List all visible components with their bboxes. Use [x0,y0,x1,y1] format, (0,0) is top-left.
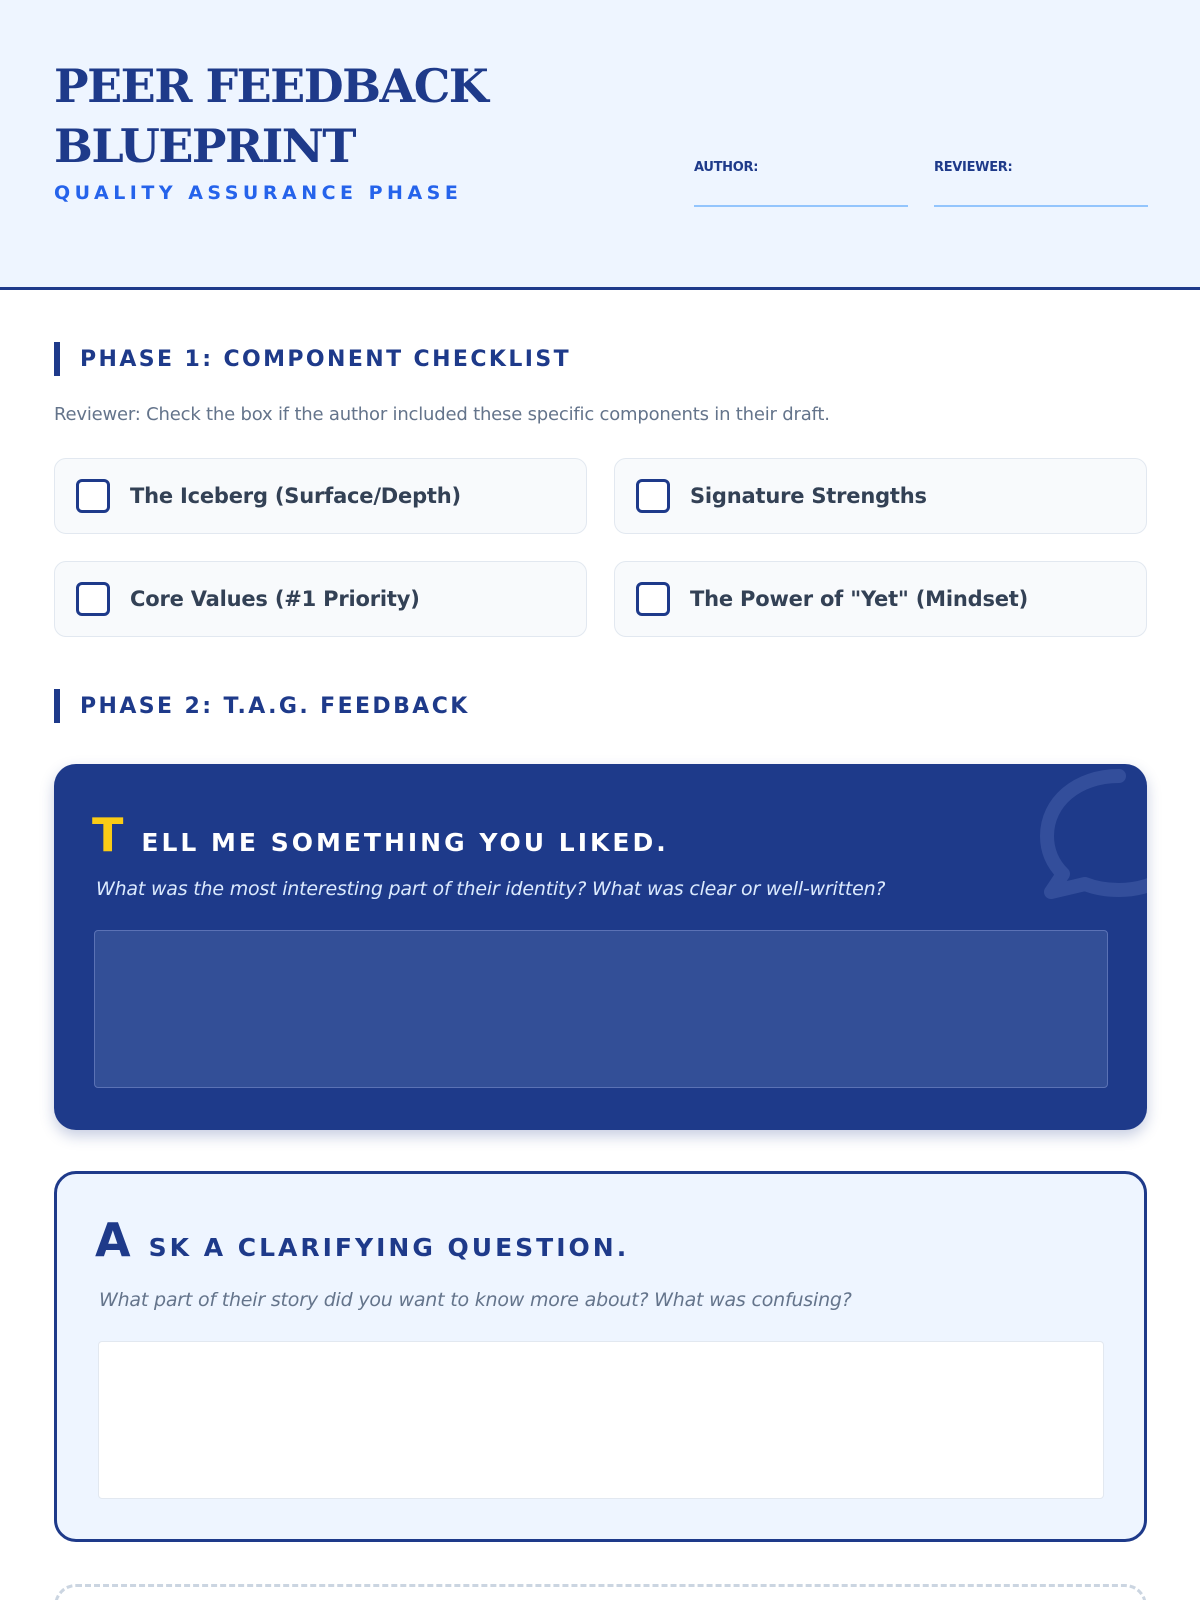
phase1-instructions: Reviewer: Check the box if the author included these specific components in their draft. [54,404,830,425]
tag-card-give [54,1584,1147,1600]
checklist-item-label: The Power of "Yet" (Mindset) [690,587,1029,611]
checklist-item-core-values[interactable] [54,561,587,637]
reviewer-input[interactable] [934,179,1148,205]
page-title [54,56,574,176]
checkbox-icon[interactable] [636,479,670,513]
checkbox-icon[interactable] [76,479,110,513]
title-line-2: BLUEPRINT [54,119,355,173]
author-label: AUTHOR: [694,160,759,175]
checklist-item-label: Core Values (#1 Priority) [130,587,420,611]
section-accent-bar [54,689,60,723]
tag-card-tell [54,764,1147,1130]
checklist-item-iceberg[interactable] [54,458,587,534]
page-header [0,0,1200,290]
page-subtitle: QUALITY ASSURANCE PHASE [54,182,463,204]
checklist-item-label: The Iceberg (Surface/Depth) [130,484,461,508]
ask-title: SK A CLARIFYING QUESTION. [148,1233,630,1262]
tell-title: ELL ME SOMETHING YOU LIKED. [141,828,669,857]
title-line-1: PEER FEEDBACK [54,59,488,113]
tell-heading [92,808,669,862]
author-field [694,160,908,207]
phase2-heading [54,689,470,723]
tag-card-ask [54,1171,1147,1542]
author-input[interactable] [694,179,908,205]
phase2-title: PHASE 2: T.A.G. FEEDBACK [80,693,470,719]
tell-response-area[interactable] [94,930,1108,1088]
ask-letter: A [95,1213,131,1267]
phase1-heading [54,342,571,376]
checklist-item-strengths[interactable] [614,458,1147,534]
section-accent-bar [54,342,60,376]
reviewer-label: REVIEWER: [934,160,1013,175]
reviewer-field [934,160,1148,207]
checklist-item-label: Signature Strengths [690,484,927,508]
phase1-title: PHASE 1: COMPONENT CHECKLIST [80,346,571,372]
ask-response-area[interactable] [98,1341,1104,1499]
tell-prompt: What was the most interesting part of their identity? What was clear or well-written? [96,878,886,900]
speech-bubble-icon [989,764,1147,904]
ask-prompt: What part of their story did you want to know more about? What was confusing? [99,1289,852,1311]
checkbox-icon[interactable] [636,582,670,616]
ask-heading [95,1213,630,1267]
checkbox-icon[interactable] [76,582,110,616]
checklist-item-power-of-yet[interactable] [614,561,1147,637]
tell-letter: T [92,808,124,862]
